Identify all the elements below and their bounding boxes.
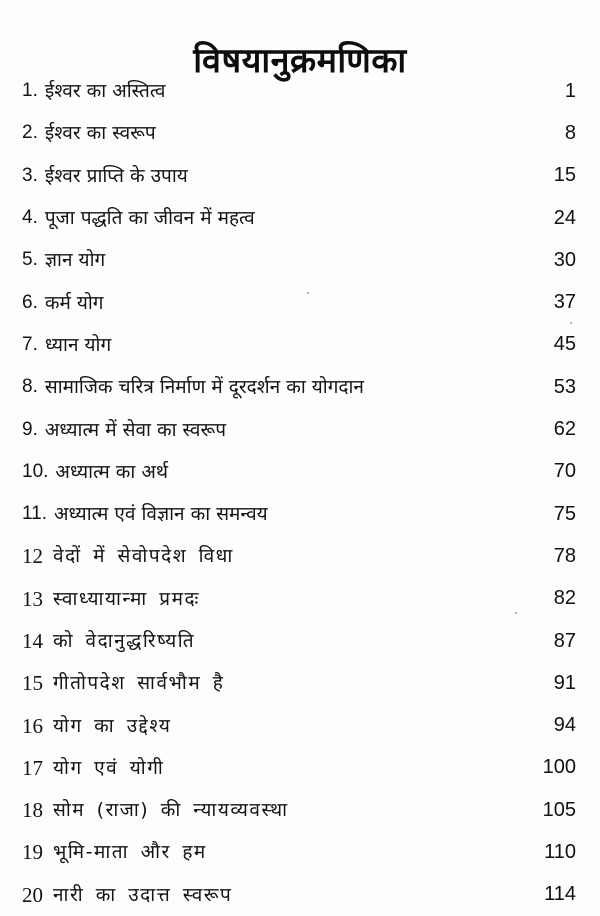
toc-entry-title	[22, 798, 289, 822]
chapter-title: अध्यात्म का अर्थ	[55, 460, 168, 483]
toc-entry-title	[22, 587, 200, 611]
page-number: 94	[553, 714, 576, 737]
toc-entry-title	[22, 248, 105, 272]
toc-entry-title	[22, 333, 111, 357]
chapter-title: ज्ञान योग	[44, 249, 106, 272]
toc-entry[interactable]	[22, 620, 576, 662]
toc-entry-title	[22, 79, 165, 103]
toc-entry-title	[22, 671, 224, 695]
toc-entry[interactable]	[22, 197, 576, 239]
toc-entry-title	[22, 121, 156, 145]
scan-speck	[515, 612, 517, 614]
chapter-title: स्वाध्यायान्मा प्रमदः	[53, 587, 200, 610]
page-number: 70	[553, 460, 576, 483]
page-number: 87	[553, 629, 576, 652]
toc-entry[interactable]	[22, 239, 576, 281]
chapter-title: सामाजिक चरित्र निर्माण में दूरदर्शन का योगदान	[44, 376, 364, 399]
chapter-number: 1.	[22, 80, 38, 102]
chapter-title: पूजा पद्धति का जीवन में महत्व	[44, 207, 255, 230]
page-number: 114	[544, 883, 576, 906]
toc-entry[interactable]	[22, 155, 576, 197]
toc-entry-title	[22, 460, 168, 484]
toc-entry[interactable]	[22, 747, 576, 789]
page-number: 110	[544, 840, 576, 863]
page-number: 30	[553, 248, 576, 271]
chapter-number: 7.	[22, 333, 38, 355]
chapter-title: ईश्वर का अस्तित्व	[44, 80, 166, 103]
table-of-contents	[22, 70, 576, 916]
page-number: 75	[553, 502, 576, 525]
toc-entry[interactable]	[22, 281, 576, 323]
toc-entry[interactable]	[22, 366, 576, 408]
page-title: विषयानुक्रमणिका	[193, 40, 407, 81]
chapter-number: 4.	[22, 207, 38, 229]
toc-entry-title	[22, 206, 255, 230]
page-number: 62	[553, 418, 576, 441]
chapter-title: गीतोपदेश सार्वभौम है	[53, 672, 225, 695]
toc-entry[interactable]	[22, 535, 576, 577]
toc-entry[interactable]	[22, 662, 576, 704]
chapter-number: 12	[22, 544, 43, 569]
toc-entry-title	[22, 291, 104, 315]
chapter-number: 9.	[22, 418, 38, 440]
chapter-number: 16	[22, 713, 43, 738]
scan-speck	[570, 322, 572, 324]
scan-speck	[307, 292, 309, 294]
chapter-title: ध्यान योग	[44, 333, 112, 356]
chapter-title: योग का उद्देश्य	[53, 714, 172, 737]
page-number: 24	[553, 206, 576, 229]
toc-entry-title	[22, 756, 164, 780]
toc-entry-title	[22, 502, 268, 526]
chapter-number: 5.	[22, 249, 38, 271]
toc-entry-title	[22, 375, 364, 399]
chapter-title: ईश्वर प्राप्ति के उपाय	[44, 164, 188, 187]
chapter-number: 18	[22, 798, 43, 823]
page-number: 37	[553, 291, 576, 314]
chapter-title: ईश्वर का स्वरूप	[44, 122, 156, 145]
toc-entry-title	[22, 840, 207, 864]
page-number: 45	[553, 333, 576, 356]
chapter-number: 14	[22, 629, 43, 653]
toc-entry-title	[22, 629, 195, 653]
toc-entry[interactable]	[22, 874, 576, 916]
chapter-number: 19	[22, 840, 43, 865]
chapter-number: 17	[22, 755, 43, 780]
toc-entry[interactable]	[22, 789, 576, 831]
page-number: 1	[564, 79, 576, 102]
toc-entry-title	[22, 418, 226, 442]
chapter-title: भूमि-माता और हम	[53, 841, 207, 864]
chapter-number: 2.	[22, 122, 38, 144]
chapter-title: कर्म योग	[44, 291, 104, 314]
toc-entry[interactable]	[22, 112, 576, 154]
page-number: 78	[553, 544, 576, 567]
chapter-number: 3.	[22, 164, 38, 186]
toc-entry[interactable]	[22, 578, 576, 620]
chapter-number: 20	[22, 882, 43, 907]
chapter-title: वेदों में सेवोपदेश विधा	[53, 545, 234, 568]
chapter-title: अध्यात्म एवं विज्ञान का समन्वय	[54, 503, 268, 526]
toc-entry-title	[22, 164, 188, 188]
chapter-number: 15	[22, 671, 43, 696]
page-number: 105	[542, 798, 576, 821]
page-number: 15	[553, 164, 576, 187]
page-number: 91	[553, 671, 576, 694]
toc-entry-title	[22, 714, 171, 738]
page-number: 8	[564, 121, 576, 144]
chapter-number: 8.	[22, 376, 38, 398]
toc-entry-title	[22, 883, 232, 907]
toc-entry[interactable]	[22, 451, 576, 493]
toc-entry[interactable]	[22, 70, 576, 112]
chapter-number: 11.	[22, 503, 48, 525]
chapter-title: योग एवं योगी	[53, 756, 165, 779]
chapter-title: सोम (राजा) की न्यायव्यवस्था	[53, 799, 289, 822]
chapter-title: नारी का उदात्त स्वरूप	[53, 883, 233, 906]
chapter-number: 13	[22, 586, 43, 611]
toc-entry[interactable]	[22, 408, 576, 450]
toc-entry-title	[22, 544, 234, 568]
page-number: 100	[542, 756, 576, 779]
page-number: 82	[553, 587, 576, 610]
toc-entry[interactable]	[22, 324, 576, 366]
toc-entry[interactable]	[22, 493, 576, 535]
toc-entry[interactable]	[22, 831, 576, 873]
chapter-number: 10.	[22, 460, 49, 482]
chapter-title: अध्यात्म में सेवा का स्वरूप	[44, 418, 227, 441]
chapter-title: को वेदानुद्धरिष्यति	[53, 630, 196, 652]
page-number: 53	[553, 375, 576, 398]
toc-entry[interactable]	[22, 704, 576, 746]
chapter-number: 6.	[22, 291, 38, 313]
